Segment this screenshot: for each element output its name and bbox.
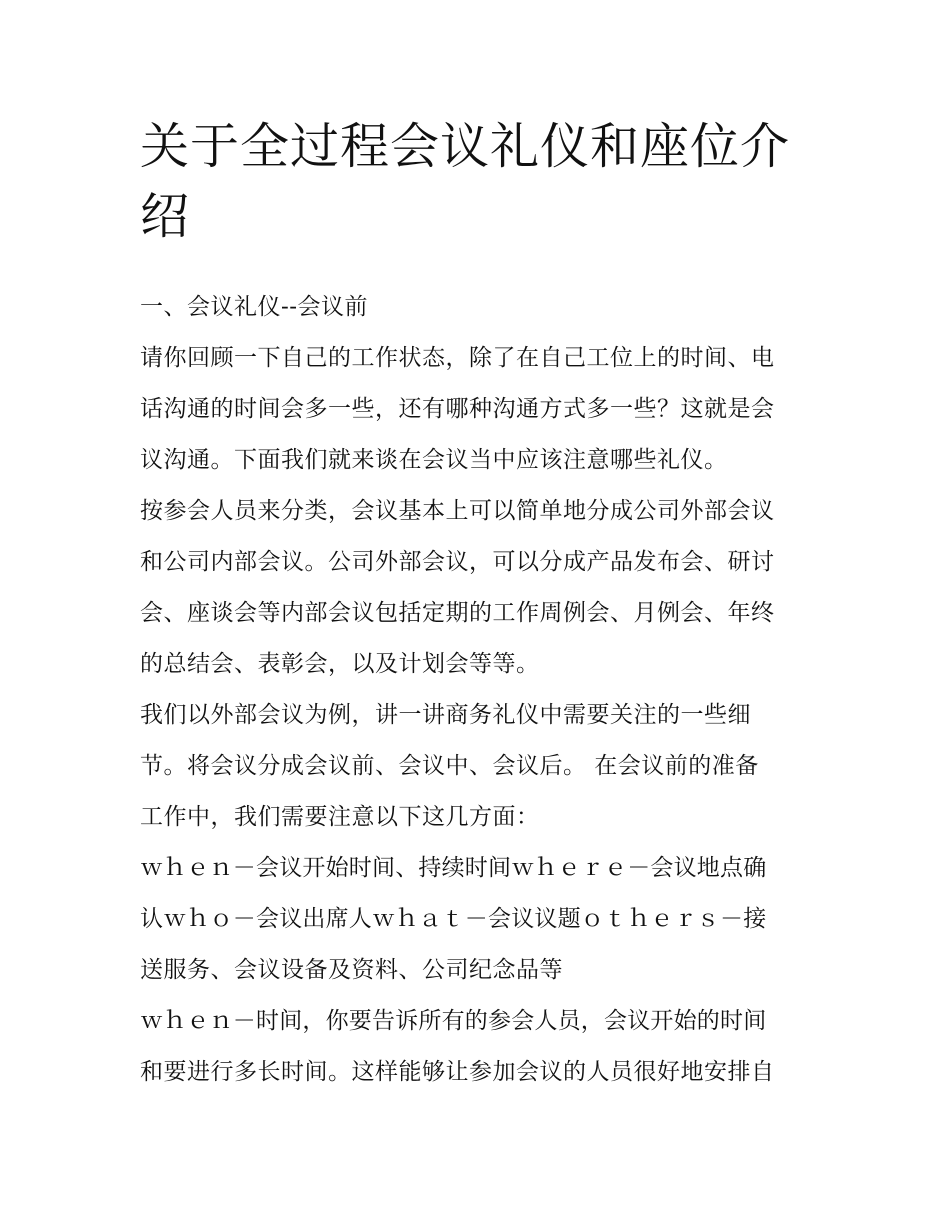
document-title: 关于全过程会议礼仪和座位介绍	[140, 118, 791, 245]
body-line: 节。将会议分成会议前、会议中、会议后。 在会议前的准备	[140, 753, 759, 779]
body-line: 会、座谈会等内部会议包括定期的工作周例会、月例会、年终	[140, 600, 775, 626]
body-line: 工作中，我们需要注意以下这几方面：	[140, 804, 540, 830]
body-line: 话沟通的时间会多一些，还有哪种沟通方式多一些？这就是会	[140, 396, 775, 422]
body-line: 我们以外部会议为例，讲一讲商务礼仪中需要关注的一些细	[140, 702, 751, 728]
body-line: 认ｗｈｏ－会议出席人ｗｈａｔ－会议议题ｏｔｈｅｒｓ－接	[140, 906, 767, 932]
body-line: 和公司内部会议。公司外部会议，可以分成产品发布会、研讨	[140, 549, 775, 575]
body-line: 的总结会、表彰会，以及计划会等等。	[140, 651, 540, 677]
body-line: ｗｈｅｎ－时间，你要告诉所有的参会人员，会议开始的时间	[140, 1008, 767, 1034]
body-line: 送服务、会议设备及资料、公司纪念品等	[140, 957, 563, 983]
document-body	[140, 112, 815, 1098]
body-line: 按参会人员来分类，会议基本上可以简单地分成公司外部会议	[140, 498, 775, 524]
section-heading: 一、会议礼仪--会议前	[140, 294, 369, 320]
body-line: 请你回顾一下自己的工作状态，除了在自己工位上的时间、电	[140, 345, 775, 371]
body-line: 和要进行多长时间。这样能够让参加会议的人员很好地安排自	[140, 1059, 775, 1085]
body-line: ｗｈｅｎ－会议开始时间、持续时间ｗｈｅｒｅ－会议地点确	[140, 855, 767, 881]
body-line: 议沟通。下面我们就来谈在会议当中应该注意哪些礼仪。	[140, 447, 728, 473]
